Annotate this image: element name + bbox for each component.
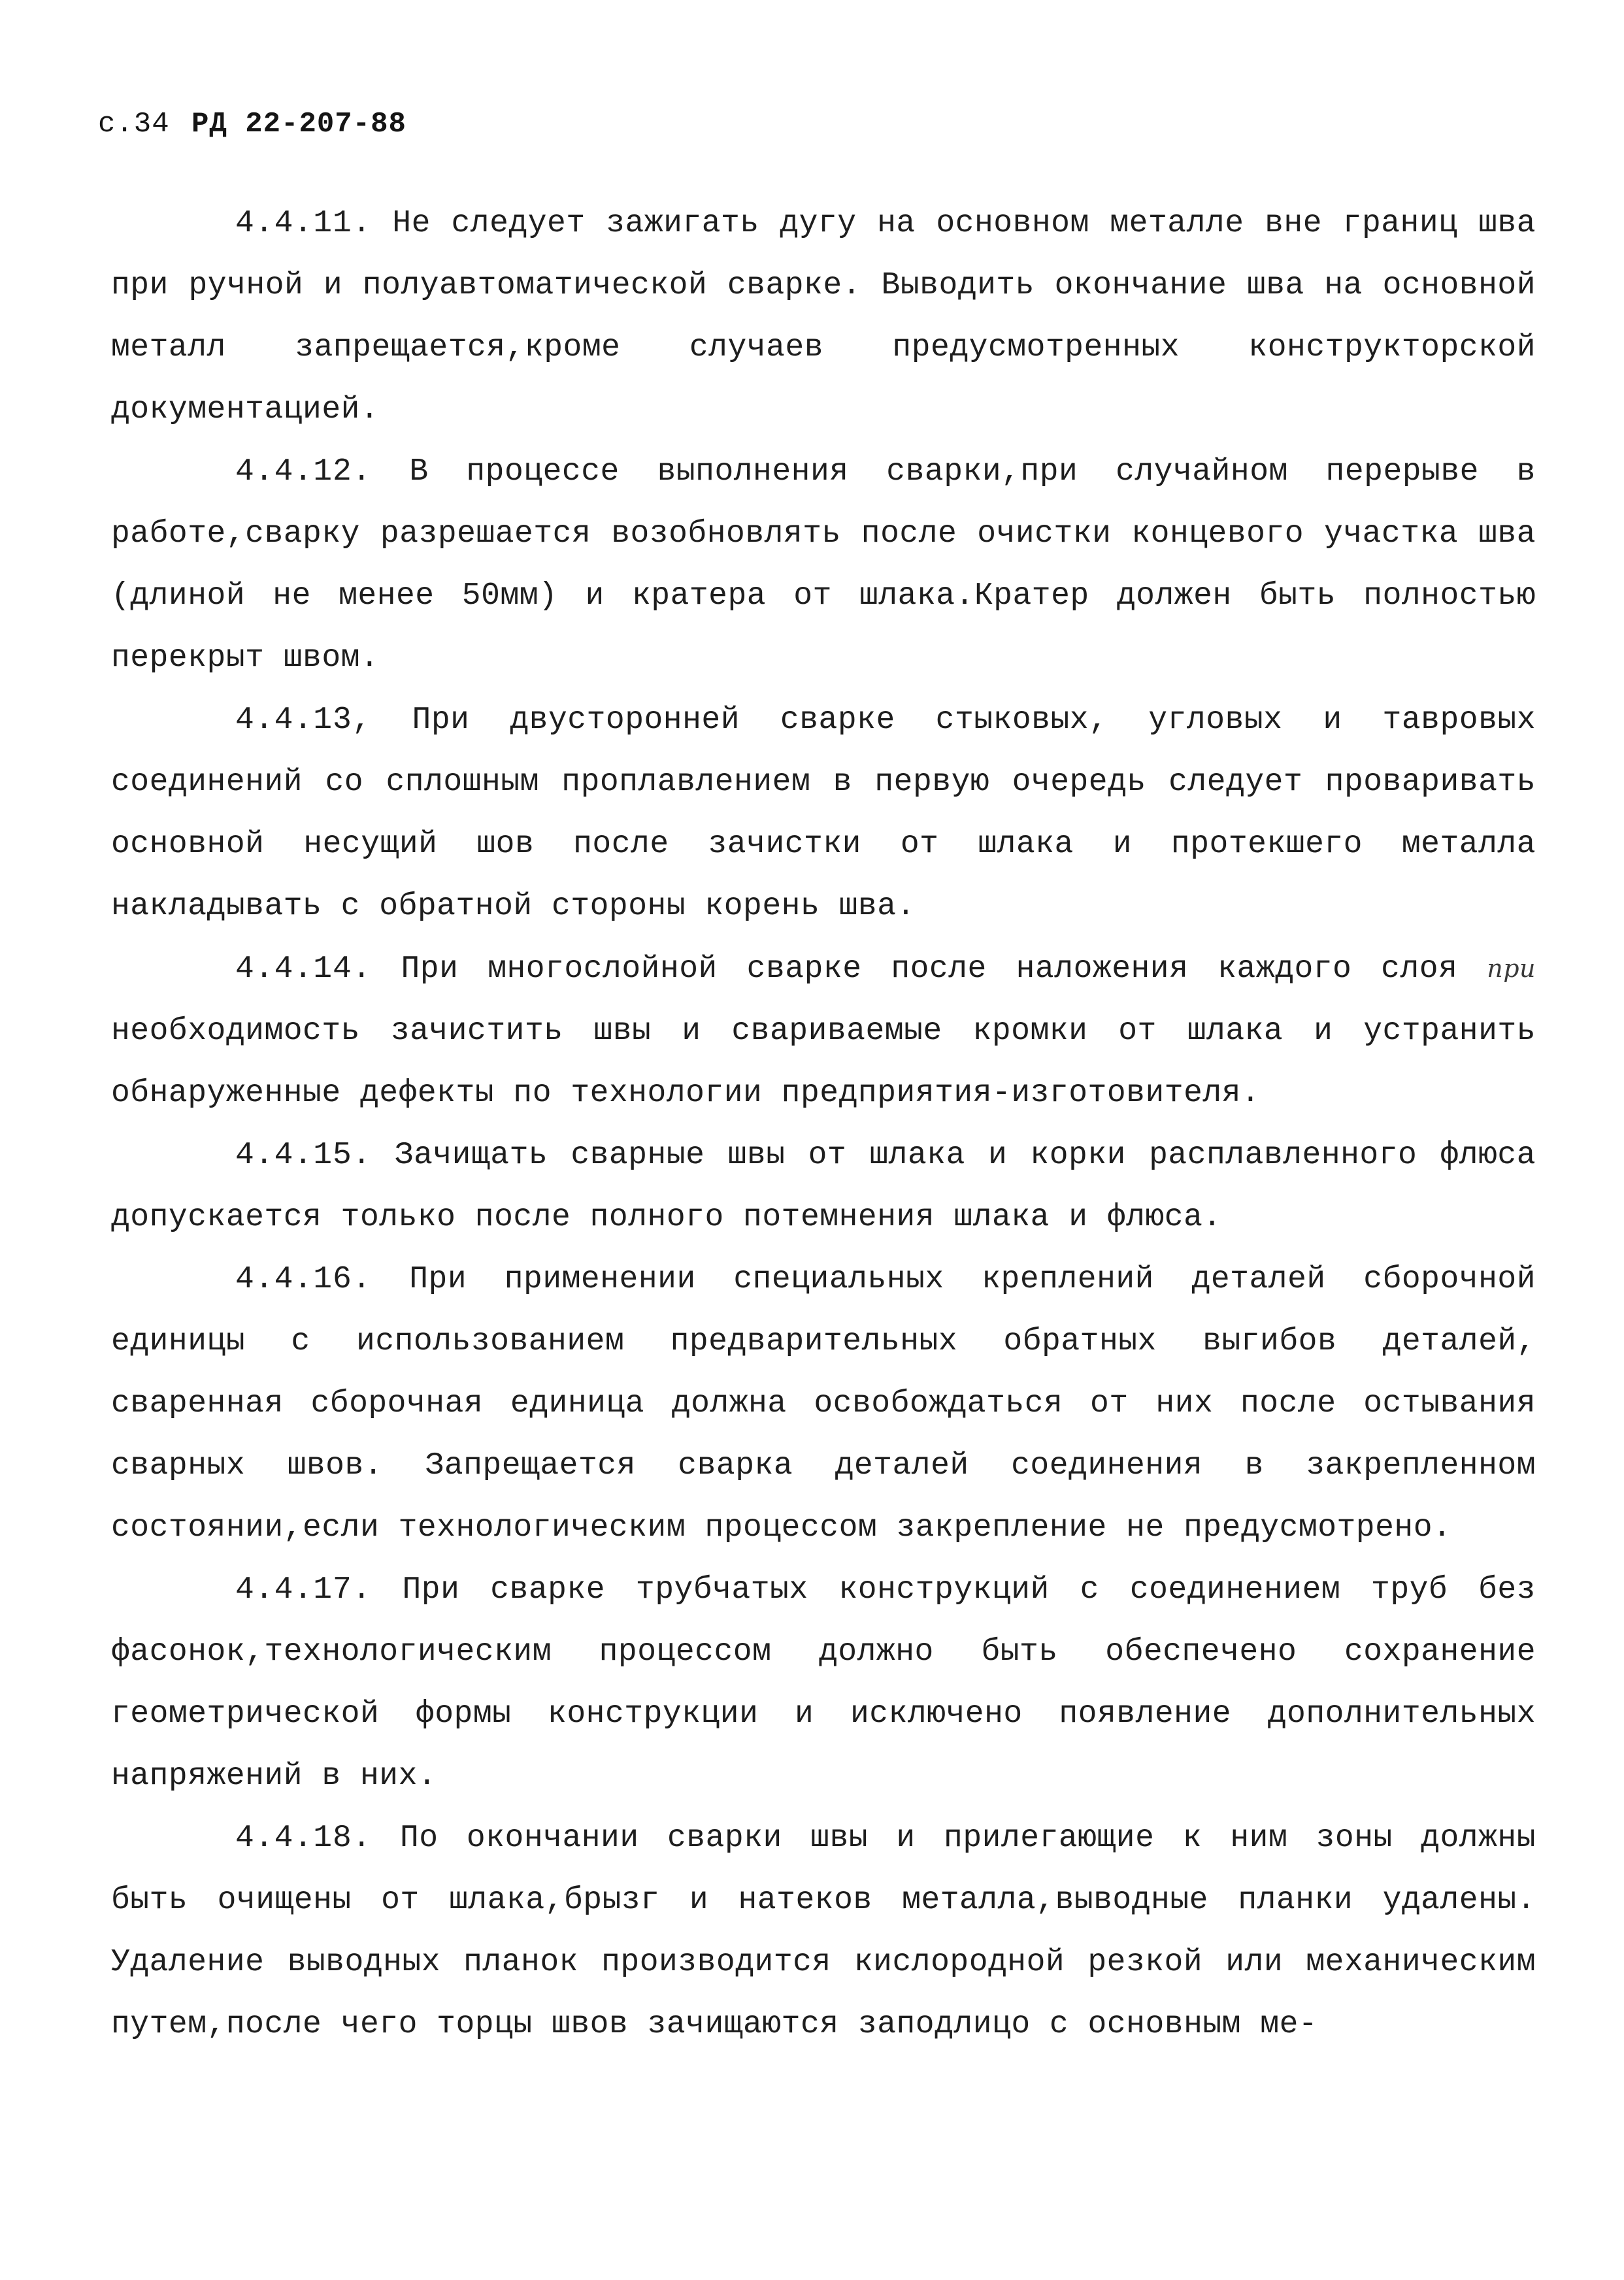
- paragraph-number: 4.4.16.: [235, 1262, 372, 1297]
- paragraph-number: 4.4.18.: [235, 1821, 372, 1856]
- paragraph-4-4-15: [111, 1125, 1536, 1249]
- paragraph-4-4-11: [111, 193, 1536, 441]
- paragraph-number: 4.4.13,: [235, 702, 372, 738]
- paragraph-text: При применении специальных креплений деталей сборочной единицы с использованием предварительных обратных выгибов деталей, сваренная сборочная единица должна освобождаться от них после остывания сварных швов. Запрещается сварка деталей соединения в закрепленном состоянии,если технологическим процессом закрепление не предусмотрено.: [111, 1262, 1536, 1545]
- paragraph-4-4-17: [111, 1559, 1536, 1808]
- paragraph-text: Не следует зажигать дугу на основном металле вне границ шва при ручной и полуавтоматической сварке. Выводить окончание шва на основной металл запрещается,кроме случаев предусмотренных конструкторской документацией.: [111, 206, 1536, 427]
- paragraph-text: В процессе выполнения сварки,при случайном перерыве в работе,сварку разрешается возобновлять после очистки концевого участка шва (длиной не менее 50мм) и кратера от шлака.Кратер должен быть полностью перекрыт швом.: [111, 454, 1536, 676]
- paragraph-4-4-18: [111, 1808, 1536, 2056]
- paragraph-4-4-12: [111, 441, 1536, 689]
- handwritten-insertion: при: [1487, 954, 1536, 983]
- paragraph-text: При сварке трубчатых конструкций с соединением труб без фасонок,технологическим процессом должно быть обеспечено сохранение геометрической формы конструкции и исключено появление дополнительных напряжений в них.: [111, 1572, 1536, 1794]
- paragraph-text: Зачищать сварные швы от шлака и корки расплавленного флюса допускается только после полного потемнения шлака и флюса.: [111, 1138, 1536, 1235]
- page-header: [98, 108, 406, 140]
- paragraph-text: По окончании сварки швы и прилегающие к ним зоны должны быть очищены от шлака,брызг и натеков металла,выводные планки удалены. Удаление выводных планок производится кислородной резкой или механическим путем,после чего торцы швов зачищаются заподлицо с основным ме-: [111, 1821, 1536, 2042]
- paragraph-number: 4.4.12.: [235, 454, 372, 489]
- page-number: с.34: [98, 108, 170, 140]
- paragraph-text-continued: необходимость зачистить швы и свариваемые кромки от шлака и устранить обнаруженные дефекты по технологии предприятия-изготовителя.: [111, 1014, 1536, 1111]
- paragraph-text: При двусторонней сварке стыковых, угловых и тавровых соединений со сплошным проплавлением в первую очередь следует проваривать основной несущий шов после зачистки от шлака и протекшего металла накладывать с обратной стороны корень шва.: [111, 702, 1536, 924]
- paragraph-number: 4.4.11.: [235, 206, 372, 241]
- paragraph-4-4-16: [111, 1249, 1536, 1559]
- paragraph-number: 4.4.17.: [235, 1572, 372, 1608]
- paragraph-text: При многослойной сварке после наложения каждого слоя: [401, 951, 1458, 987]
- paragraph-number: 4.4.15.: [235, 1138, 372, 1173]
- paragraph-4-4-14: [111, 938, 1536, 1125]
- document-body: [111, 193, 1536, 2056]
- document-code: РД 22-207-88: [191, 108, 406, 140]
- paragraph-number: 4.4.14.: [235, 951, 372, 987]
- paragraph-4-4-13: [111, 689, 1536, 938]
